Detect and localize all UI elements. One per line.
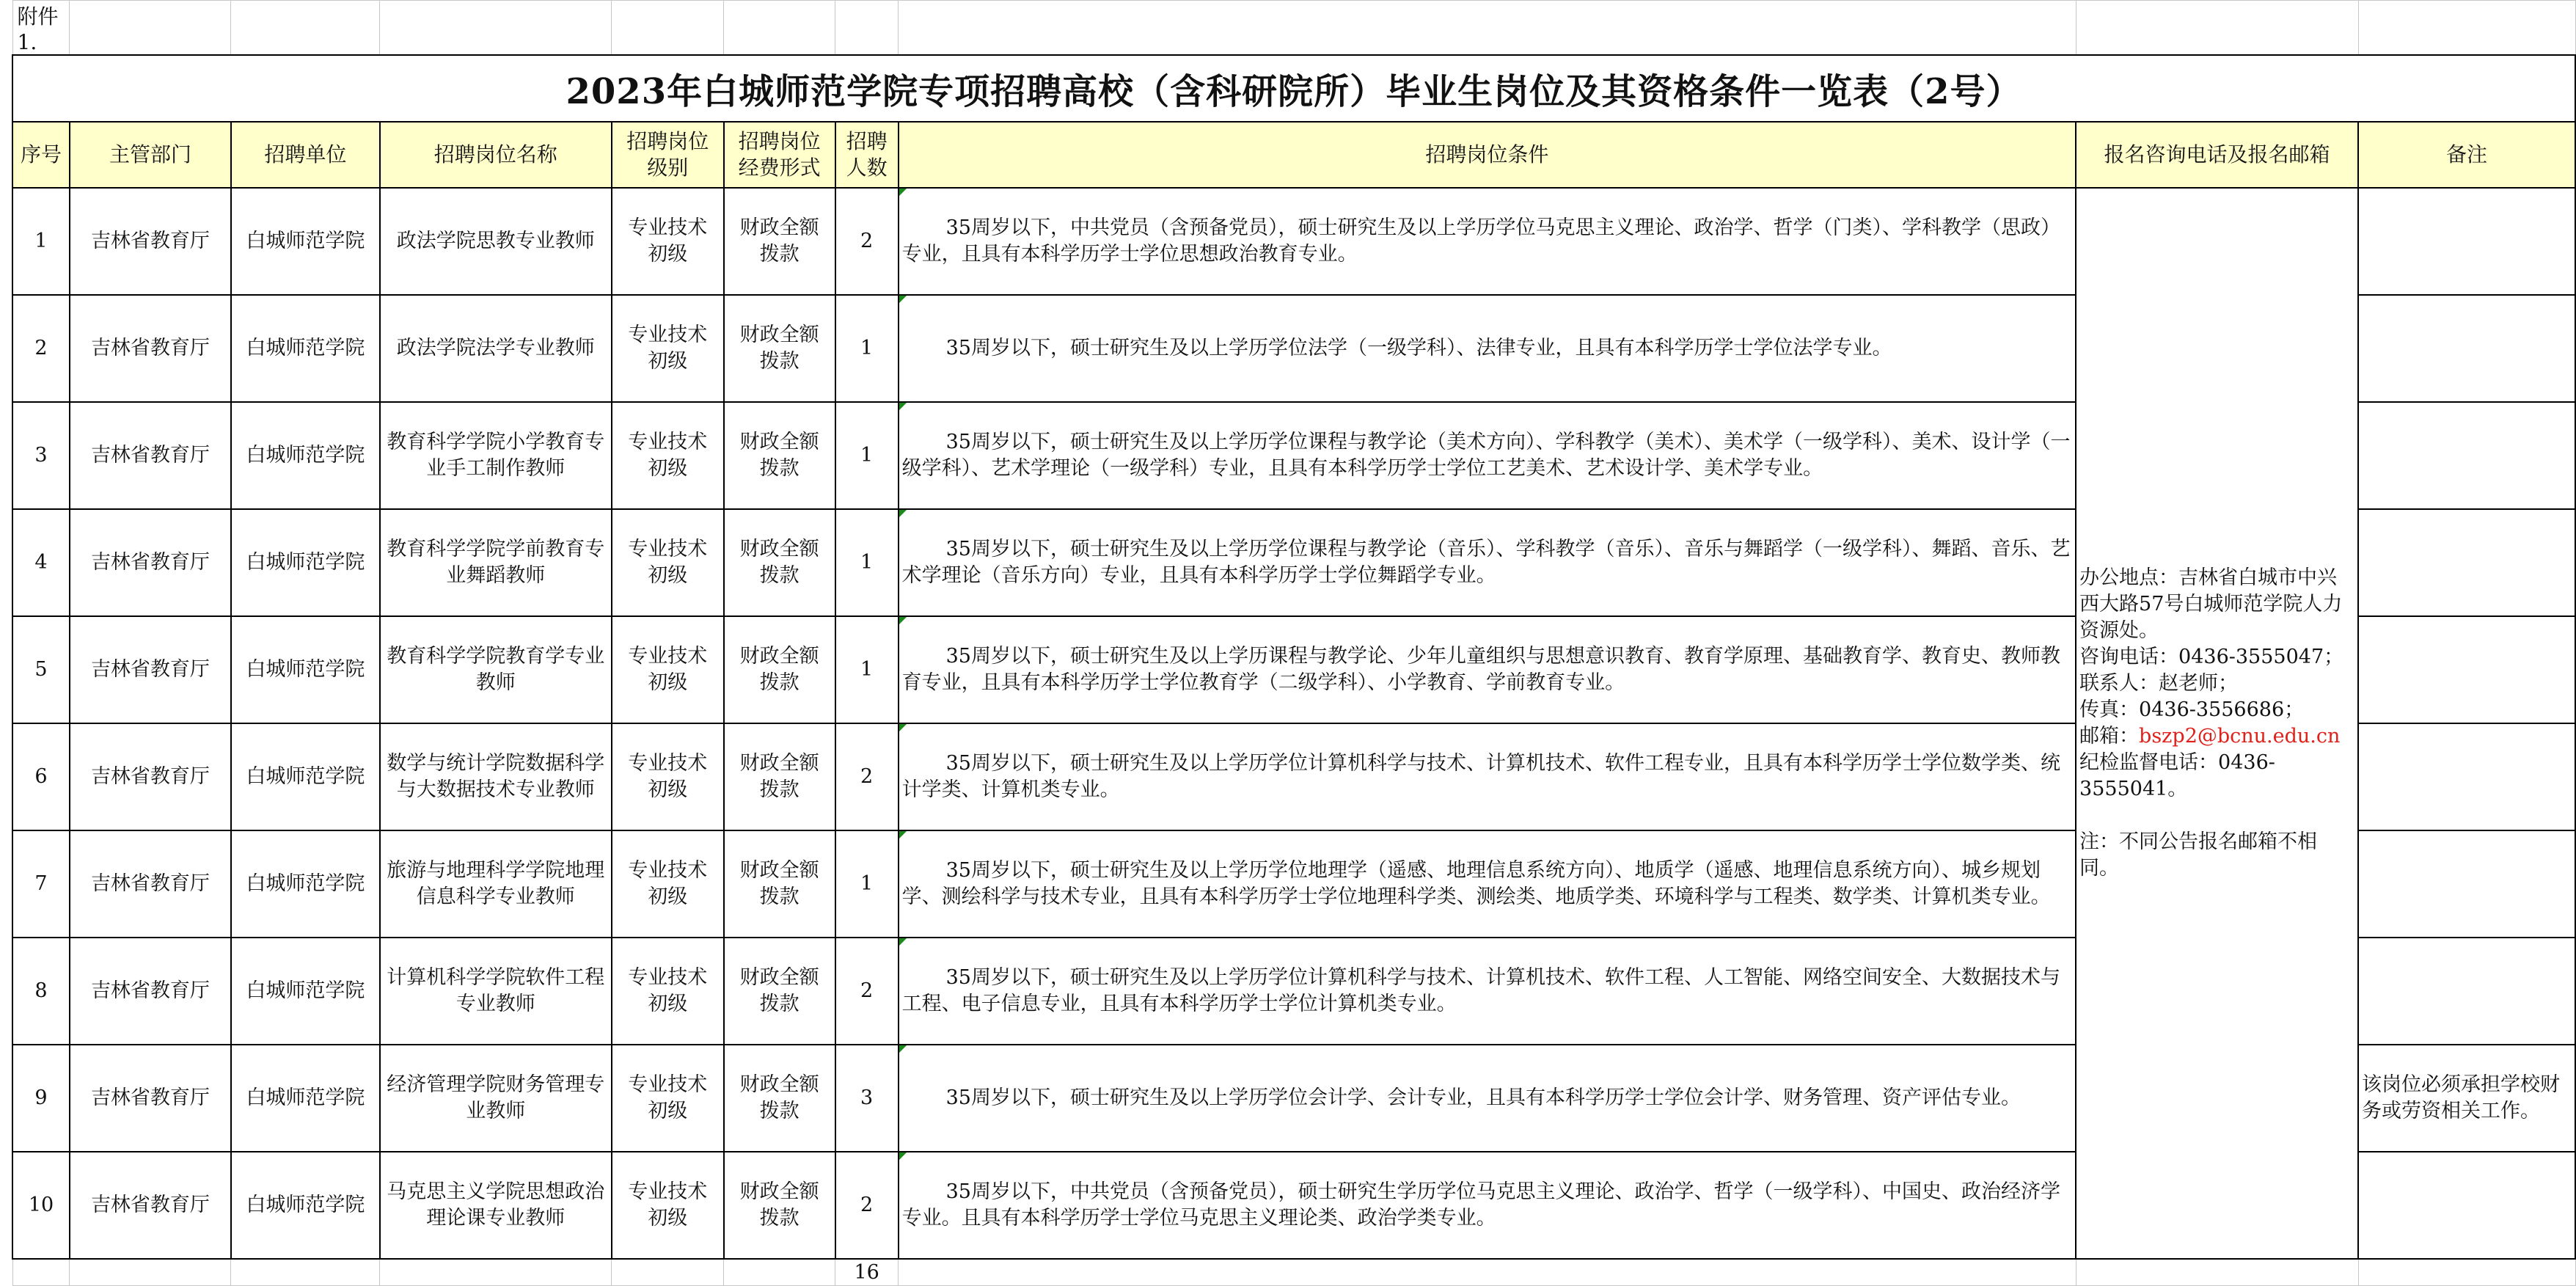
cell-post-level: 专业技术初级 [612,1152,724,1259]
cell-post-level: 专业技术初级 [612,723,724,830]
cell-unit: 白城师范学院 [231,723,380,830]
cell-conditions: 35周岁以下，硕士研究生及以上学历学位课程与教学论（美术方向）、学科教学（美术）、美术学（一级学科）、美术、设计学（一级学科）、艺术学理论（一级学科）专业，且具有本科学历学士学位工艺美术、艺术设计学、美术学专业。 [899,402,2076,509]
cell-dept: 吉林省教育厅 [70,723,231,830]
contact-line: 咨询电话：0436-3555047； [2079,646,2344,668]
cell-post-name: 旅游与地理科学学院地理信息科学专业教师 [380,830,612,938]
cell-post-name: 政法学院法学专业教师 [380,295,612,402]
cell-remark [2358,830,2575,938]
cell-conditions: 35周岁以下，硕士研究生及以上学历学位计算机科学与技术、计算机技术、软件工程、人工智能、网络空间安全、大数据技术与工程、电子信息专业，且具有本科学历学士学位计算机类专业。 [899,938,2076,1045]
total-count: 16 [835,1259,899,1285]
cell-unit: 白城师范学院 [231,1152,380,1259]
cell-unit: 白城师范学院 [231,1045,380,1152]
attachment-label: 附件1. [12,1,70,56]
cell-funding: 财政全额拨款 [724,1152,835,1259]
header-remark: 备注 [2358,122,2575,188]
cell-unit: 白城师范学院 [231,295,380,402]
cell-remark [2358,509,2575,616]
cell-post-name: 教育科学学院教育学专业教师 [380,616,612,723]
cell-seq: 4 [12,509,70,616]
cell-dept: 吉林省教育厅 [70,938,231,1045]
cell-post-level: 专业技术初级 [612,188,724,295]
cell-dept: 吉林省教育厅 [70,402,231,509]
cell-unit: 白城师范学院 [231,188,380,295]
cell-post-name: 马克思主义学院思想政治理论课专业教师 [380,1152,612,1259]
header-post-level: 招聘岗位级别 [612,122,724,188]
cell-seq: 8 [12,938,70,1045]
cell-count: 3 [835,1045,899,1152]
cell-unit: 白城师范学院 [231,938,380,1045]
contact-line: 办公地点：吉林省白城市中兴西大路57号白城师范学院人力资源处。 [2079,566,2343,642]
page-title: 2023年白城师范学院专项招聘高校（含科研院所）毕业生岗位及其资格条件一览表（2号） [12,55,2575,122]
cell-post-name: 计算机科学学院软件工程专业教师 [380,938,612,1045]
contact-note: 注：不同公告报名邮箱不相同。 [2079,830,2318,880]
cell-seq: 7 [12,830,70,938]
cell-dept: 吉林省教育厅 [70,295,231,402]
cell-count: 1 [835,830,899,938]
cell-funding: 财政全额拨款 [724,188,835,295]
header-dept: 主管部门 [70,122,231,188]
cell-funding: 财政全额拨款 [724,402,835,509]
header-contact: 报名咨询电话及报名邮箱 [2076,122,2358,188]
cell-funding: 财政全额拨款 [724,723,835,830]
cell-remark [2358,723,2575,830]
cell-unit: 白城师范学院 [231,830,380,938]
cell-dept: 吉林省教育厅 [70,188,231,295]
contact-line: 纪检监督电话：0436-3555041。 [2079,751,2275,800]
cell-count: 2 [835,1152,899,1259]
contact-email-line: 邮箱：bszp2@bcnu.edu.cn [2079,725,2341,748]
cell-funding: 财政全额拨款 [724,1045,835,1152]
cell-dept: 吉林省教育厅 [70,1045,231,1152]
cell-count: 1 [835,616,899,723]
cell-conditions: 35周岁以下，中共党员（含预备党员），硕士研究生及以上学历学位马克思主义理论、政治学、哲学（门类）、学科教学（思政）专业，且具有本科学历学士学位思想政治教育专业。 [899,188,2076,295]
cell-post-level: 专业技术初级 [612,509,724,616]
cell-post-name: 数学与统计学院数据科学与大数据技术专业教师 [380,723,612,830]
cell-dept: 吉林省教育厅 [70,830,231,938]
cell-remark [2358,188,2575,295]
cell-post-level: 专业技术初级 [612,938,724,1045]
cell-dept: 吉林省教育厅 [70,616,231,723]
cell-funding: 财政全额拨款 [724,830,835,938]
cell-remark [2358,402,2575,509]
cell-funding: 财政全额拨款 [724,938,835,1045]
contact-line: 传真：0436-3556686； [2079,698,2305,721]
cell-seq: 2 [12,295,70,402]
cell-count: 2 [835,723,899,830]
contact-line: 联系人：赵老师； [2079,672,2239,695]
contact-email[interactable]: bszp2@bcnu.edu.cn [2139,725,2341,748]
header-funding: 招聘岗位经费形式 [724,122,835,188]
cell-count: 1 [835,295,899,402]
cell-unit: 白城师范学院 [231,616,380,723]
cell-post-name: 政法学院思教专业教师 [380,188,612,295]
cell-funding: 财政全额拨款 [724,509,835,616]
cell-count: 1 [835,402,899,509]
cell-post-name: 经济管理学院财务管理专业教师 [380,1045,612,1152]
cell-dept: 吉林省教育厅 [70,1152,231,1259]
cell-conditions: 35周岁以下，硕士研究生及以上学历学位地理学（遥感、地理信息系统方向）、地质学（遥感、地理信息系统方向）、城乡规划学、测绘科学与技术专业，且具有本科学历学士学位地理科学类、测绘类、地质学类、环境科学与工程类、数学类、计算机类专业。 [899,830,2076,938]
cell-conditions: 35周岁以下，硕士研究生及以上学历学位课程与教学论（音乐）、学科教学（音乐）、音乐与舞蹈学（一级学科）、舞蹈、音乐、艺术学理论（音乐方向）专业，且具有本科学历学士学位舞蹈学专业。 [899,509,2076,616]
cell-post-level: 专业技术初级 [612,616,724,723]
recruitment-table [12,0,2576,1286]
cell-remark [2358,938,2575,1045]
header-unit: 招聘单位 [231,122,380,188]
cell-funding: 财政全额拨款 [724,616,835,723]
cell-post-level: 专业技术初级 [612,1045,724,1152]
cell-post-name: 教育科学学院学前教育专业舞蹈教师 [380,509,612,616]
cell-remark [2358,616,2575,723]
cell-seq: 10 [12,1152,70,1259]
cell-post-level: 专业技术初级 [612,830,724,938]
cell-dept: 吉林省教育厅 [70,509,231,616]
cell-post-level: 专业技术初级 [612,295,724,402]
cell-seq: 1 [12,188,70,295]
cell-remark [2358,295,2575,402]
cell-conditions: 35周岁以下，中共党员（含预备党员），硕士研究生学历学位马克思主义理论、政治学、哲学（一级学科）、中国史、政治经济学专业。且具有本科学历学士学位马克思主义理论类、政治学类专业。 [899,1152,2076,1259]
cell-count: 2 [835,938,899,1045]
cell-conditions: 35周岁以下，硕士研究生及以上学历学位计算机科学与技术、计算机技术、软件工程专业，且具有本科学历学士学位数学类、统计学类、计算机类专业。 [899,723,2076,830]
cell-remark: 该岗位必须承担学校财务或劳资相关工作。 [2358,1045,2575,1152]
cell-count: 2 [835,188,899,295]
cell-seq: 9 [12,1045,70,1152]
header-conditions: 招聘岗位条件 [899,122,2076,188]
header-post-name: 招聘岗位名称 [380,122,612,188]
cell-seq: 3 [12,402,70,509]
cell-seq: 6 [12,723,70,830]
header-seq: 序号 [12,122,70,188]
cell-conditions: 35周岁以下，硕士研究生及以上学历课程与教学论、少年儿童组织与思想意识教育、教育学原理、基础教育学、教育史、教师教育专业，且具有本科学历学士学位教育学（二级学科）、小学教育、学前教育专业。 [899,616,2076,723]
cell-seq: 5 [12,616,70,723]
cell-remark [2358,1152,2575,1259]
cell-unit: 白城师范学院 [231,509,380,616]
cell-conditions: 35周岁以下，硕士研究生及以上学历学位法学（一级学科）、法律专业，且具有本科学历学士学位法学专业。 [899,295,2076,402]
table-row [12,188,2575,295]
cell-unit: 白城师范学院 [231,402,380,509]
cell-post-name: 教育科学学院小学教育专业手工制作教师 [380,402,612,509]
cell-post-level: 专业技术初级 [612,402,724,509]
header-count: 招聘人数 [835,122,899,188]
cell-count: 1 [835,509,899,616]
cell-conditions: 35周岁以下，硕士研究生及以上学历学位会计学、会计专业，且具有本科学历学士学位会计学、财务管理、资产评估专业。 [899,1045,2076,1152]
cell-funding: 财政全额拨款 [724,295,835,402]
contact-info [2076,188,2358,1259]
